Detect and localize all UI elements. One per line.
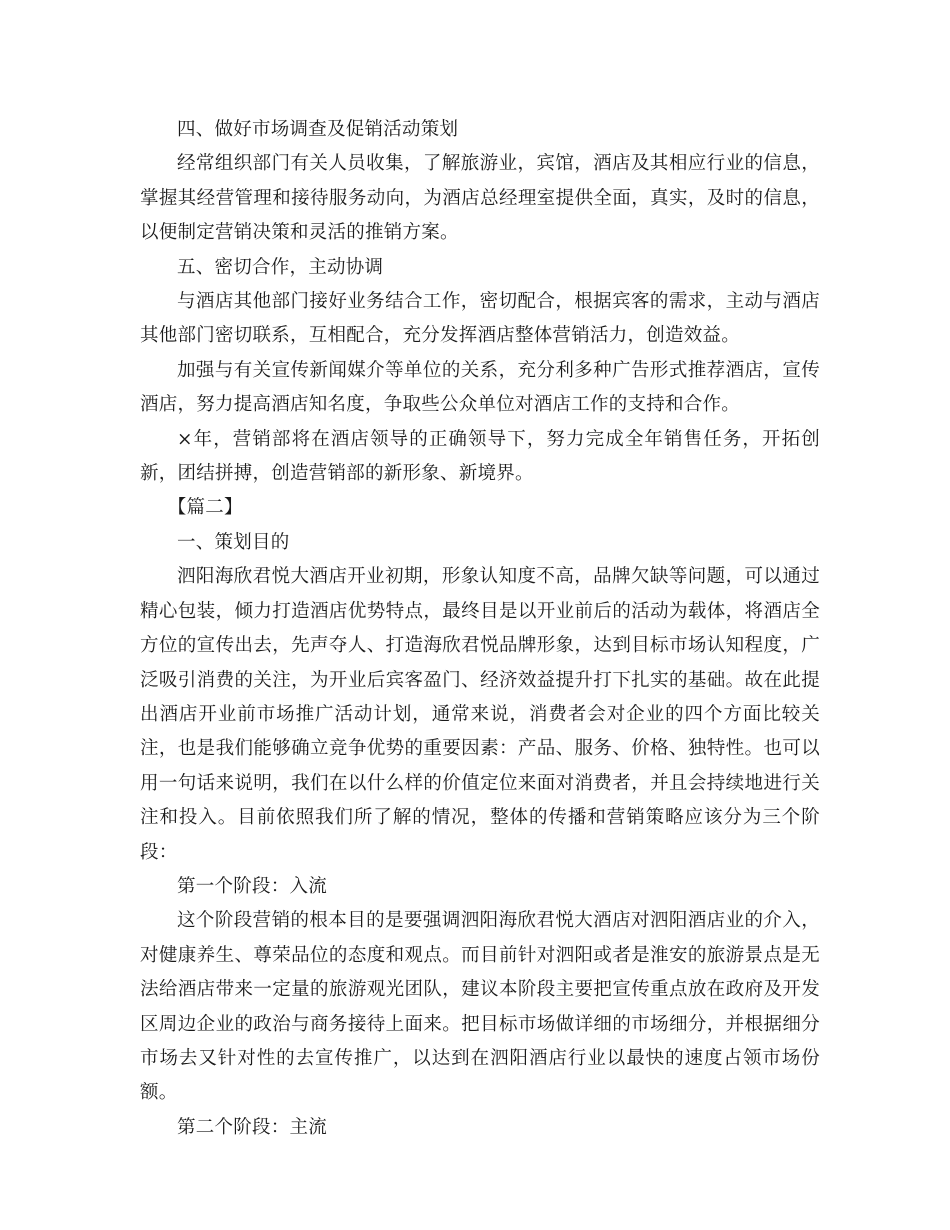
section-heading-market-research: 四、做好市场调查及促销活动策划 bbox=[177, 119, 459, 140]
stage-heading-two: 第二个阶段：主流 bbox=[177, 1116, 328, 1138]
section-heading-cooperation: 五、密切合作，主动协调 bbox=[177, 256, 384, 278]
paragraph-market-research: 经常组织部门有关人员收集，了解旅游业，宾馆，酒店及其相应行业的信息，掌握其经营管理和接待服务动向，为酒店总经理室提供全面，真实，及时的信息，以便制定营销决策和灵活的推销方案。 bbox=[140, 153, 820, 244]
section-heading-purpose: 一、策划目的 bbox=[177, 531, 290, 553]
paragraph-stage-one: 这个阶段营销的根本目的是要强调泗阳海欣君悦大酒店对泗阳酒店业的介入，对健康养生、尊荣品位的态度和观点。而目前针对泗阳或者是淮安的旅游景点是无法给酒店带来一定量的旅游观光团队，建议本阶段主要把宣传重点放在政府及开发区周边企业的政治与商务接待上面来。把目标市场做详细的市场细分，并根据细分市场去又针对性的去宣传推广，以达到在泗阳酒店行业以最快的速度占领市场份额。 bbox=[140, 910, 820, 1104]
document-page bbox=[140, 113, 820, 1145]
stage-heading-one: 第一个阶段：入流 bbox=[177, 875, 328, 897]
part-heading-two: 【篇二】 bbox=[167, 497, 243, 519]
paragraph-purpose: 泗阳海欣君悦大酒店开业初期，形象认知度不高，品牌欠缺等问题，可以通过精心包装，倾力打造酒店优势特点，最终目是以开业前后的活动为载体，将酒店全方位的宣传出去，先声夺人、打造海欣君悦品牌形象，达到目标市场认知程度，广泛吸引消费的关注，为开业后宾客盈门、经济效益提升打下扎实的基础。故在此提出酒店开业前市场推广活动计划，通常来说，消费者会对企业的四个方面比较关注，也是我们能够确立竞争优势的重要因素：产品、服务、价格、独特性。也可以用一句话来说明，我们在以什么样的价值定位来面对消费者，并且会持续地进行关注和投入。目前依照我们所了解的情况，整体的传播和营销策略应该分为三个阶段： bbox=[140, 566, 820, 863]
paragraph-media-relations: 加强与有关宣传新闻媒介等单位的关系，充分利多种广告形式推荐酒店，宣传酒店，努力提高酒店知名度，争取些公众单位对酒店工作的支持和合作。 bbox=[140, 359, 820, 416]
paragraph-annual-goal: ×年，营销部将在酒店领导的正确领导下，努力完成全年销售任务，开拓创新，团结拼搏，创造营销部的新形象、新境界。 bbox=[140, 428, 820, 485]
paragraph-cooperation: 与酒店其他部门接好业务结合工作，密切配合，根据宾客的需求，主动与酒店其他部门密切联系，互相配合，充分发挥酒店整体营销活力，创造效益。 bbox=[140, 291, 820, 347]
